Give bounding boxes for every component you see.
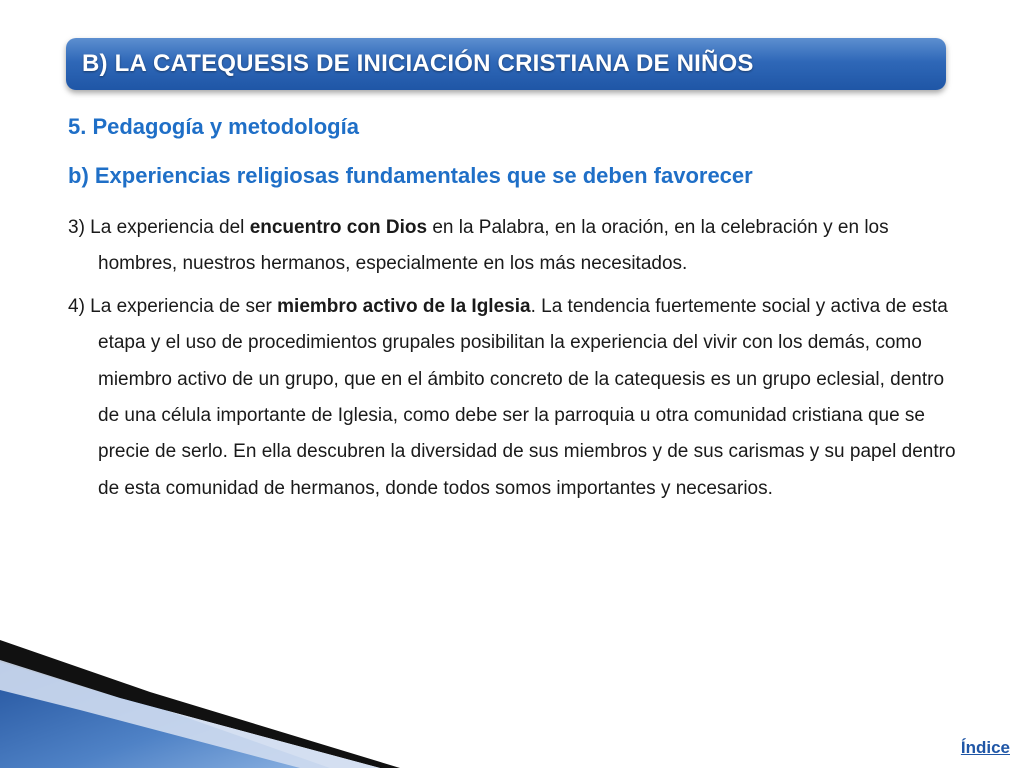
item-text-after: . La tendencia fuertemente social y activa de esta etapa y el uso de procedimientos grupales posibilitan la experiencia del vivir con los demás, como miembro activo de un grupo, que en el ámbito concreto de la catequesis es un grupo eclesial, dentro de una célula importante de Iglesia, como debe ser la parroquia u otra comunidad cristiana que se precie de serlo. En ella descubren la diversidad de sus miembros y de sus carismas y su papel dentro de esta comunidad de hermanos, donde todos somos importantes y necesarios.: [98, 295, 956, 499]
item-text-before: La experiencia del: [84, 217, 250, 238]
item-bold-text: encuentro con Dios: [249, 217, 428, 238]
list-item-4: [68, 289, 968, 507]
item-number: 3): [68, 217, 85, 238]
slide-title: B) LA CATEQUESIS DE INICIACIÓN CRISTIANA DE NIÑOS: [82, 50, 754, 77]
index-link[interactable]: Índice: [960, 738, 1010, 757]
item-number: 4): [68, 295, 85, 317]
subsection-heading: b) Experiencias religiosas fundamentales que se deben favorecer: [68, 163, 753, 188]
body-content: [68, 210, 968, 513]
item-text-after: en la Palabra, en la oración, en la celebración y en los hombres, nuestros hermanos, especialmente en los más necesitados.: [98, 217, 889, 275]
section-heading: 5. Pedagogía y metodología: [68, 114, 359, 139]
corner-swoosh-decoration: [0, 600, 420, 768]
item-text-before: La experiencia de ser: [84, 295, 278, 317]
list-item-3: [68, 210, 968, 283]
title-bar: [66, 38, 946, 90]
item-bold-text: miembro activo de la Iglesia: [277, 295, 531, 317]
